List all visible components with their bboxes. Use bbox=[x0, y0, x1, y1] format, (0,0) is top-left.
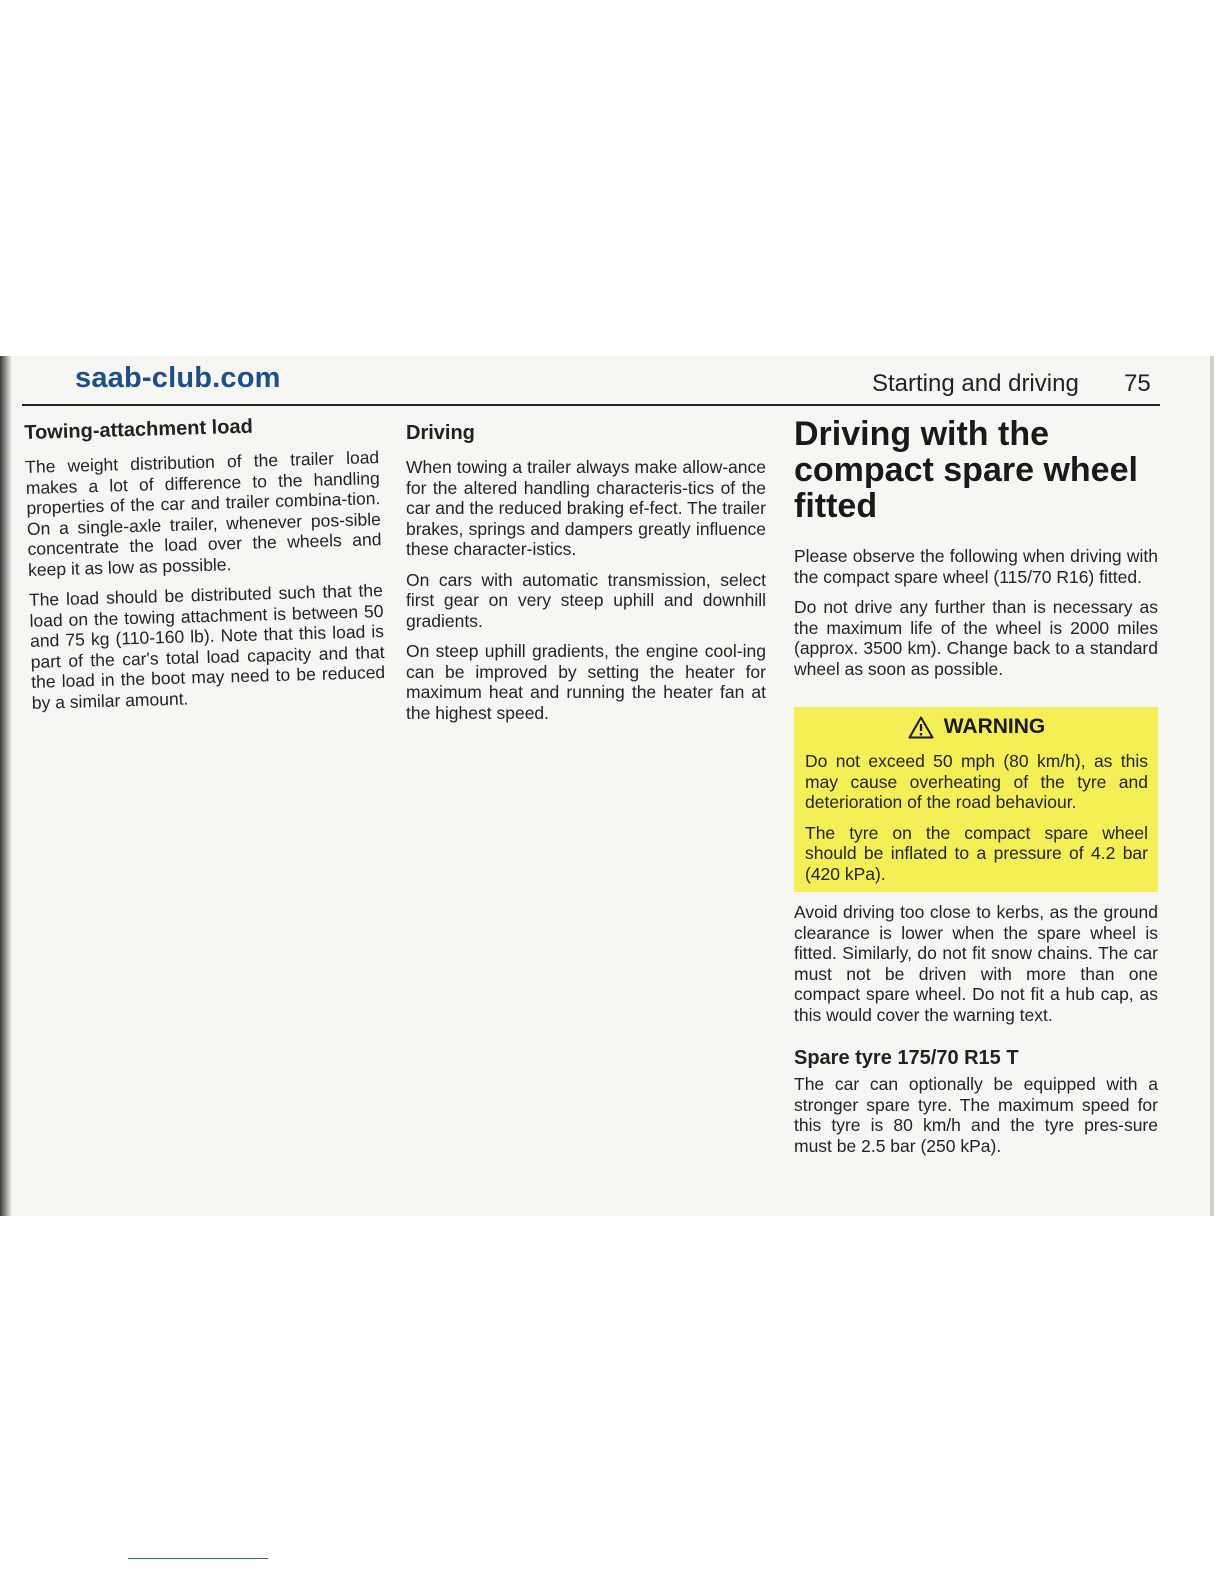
compact-spare-paragraph: Please observe the following when driving with the compact spare wheel (115/70 R16) fitted. bbox=[794, 546, 1158, 587]
towing-load-paragraph: The load should be distributed such that the load on the towing attachment is between 50 and 75 kg (110-160 lb). Note that this load is part of the car's total load capacity and that the load in the boot may need to be reduced by a similar amount. bbox=[28, 580, 386, 713]
driving-paragraph: On steep uphill gradients, the engine cool-ing can be improved by setting the heater for maximum heat and running the heater fan at the highest speed. bbox=[406, 641, 766, 723]
warning-paragraph: The tyre on the compact spare wheel should be inflated to a pressure of 4.2 bar (420 kPa). bbox=[805, 822, 1148, 884]
page-binding-shadow bbox=[0, 356, 12, 1216]
towing-load-heading: Towing-attachment load bbox=[24, 415, 254, 444]
warning-label: WARNING bbox=[943, 715, 1046, 738]
warning-header bbox=[805, 715, 1148, 739]
warning-triangle-icon bbox=[908, 716, 934, 739]
section-title: Starting and driving bbox=[872, 370, 1079, 397]
driving-heading: Driving bbox=[406, 422, 475, 444]
spare-tyre-paragraph: The car can optionally be equipped with a stronger spare tyre. The maximum speed for this tyre is 80 km/h and the tyre pres-sure must be 2.5 bar (250 kPa). bbox=[794, 1074, 1158, 1156]
warning-paragraph: Do not exceed 50 mph (80 km/h), as this may cause overheating of the tyre and deterioration of the road behaviour. bbox=[805, 751, 1148, 812]
compact-spare-title: Driving with the compact spare wheel fitted bbox=[794, 415, 1138, 525]
driving-paragraph: When towing a trailer always make allow-ance for the altered handling characteris-tics of the car and the reduced braking ef-fect. The trailer brakes, springs and dampers greatly influence these character-istics. bbox=[406, 457, 766, 559]
column-driving bbox=[406, 422, 766, 733]
warning-box bbox=[794, 707, 1158, 892]
header-rule bbox=[22, 404, 1160, 406]
footer-link-underline bbox=[128, 1558, 268, 1559]
after-warning-paragraph: Avoid driving too close to kerbs, as the ground clearance is lower when the spare wheel is fitted. Similarly, do not fit snow chains. The car must not be driven with more than one compact spare wheel. Do not fit a hub cap, as this would cover the warning text. bbox=[794, 902, 1158, 1025]
compact-spare-paragraph: Do not drive any further than is necessary as the maximum life of the wheel is 2000 miles (approx. 3500 km). Change back to a standard wheel as soon as possible. bbox=[794, 597, 1158, 679]
column-towing-load bbox=[24, 412, 386, 723]
spare-tyre-heading: Spare tyre 175/70 R15 T bbox=[794, 1047, 1019, 1069]
site-brand: saab-club.com bbox=[75, 362, 281, 394]
driving-paragraph: On cars with automatic transmission, select first gear on very steep uphill and downhill gradients. bbox=[406, 569, 766, 631]
towing-load-paragraph: The weight distribution of the trailer load makes a lot of difference to the handling properties of the car and trailer combina-tion. On a single-axle trailer, whenever pos-sible concentrate the load over the wheels and keep it as low as possible. bbox=[24, 447, 382, 580]
manual-page bbox=[0, 356, 1214, 1216]
page-number: 75 bbox=[1124, 370, 1151, 397]
column-compact-spare bbox=[794, 416, 1158, 1166]
page-right-edge bbox=[1210, 356, 1214, 1216]
